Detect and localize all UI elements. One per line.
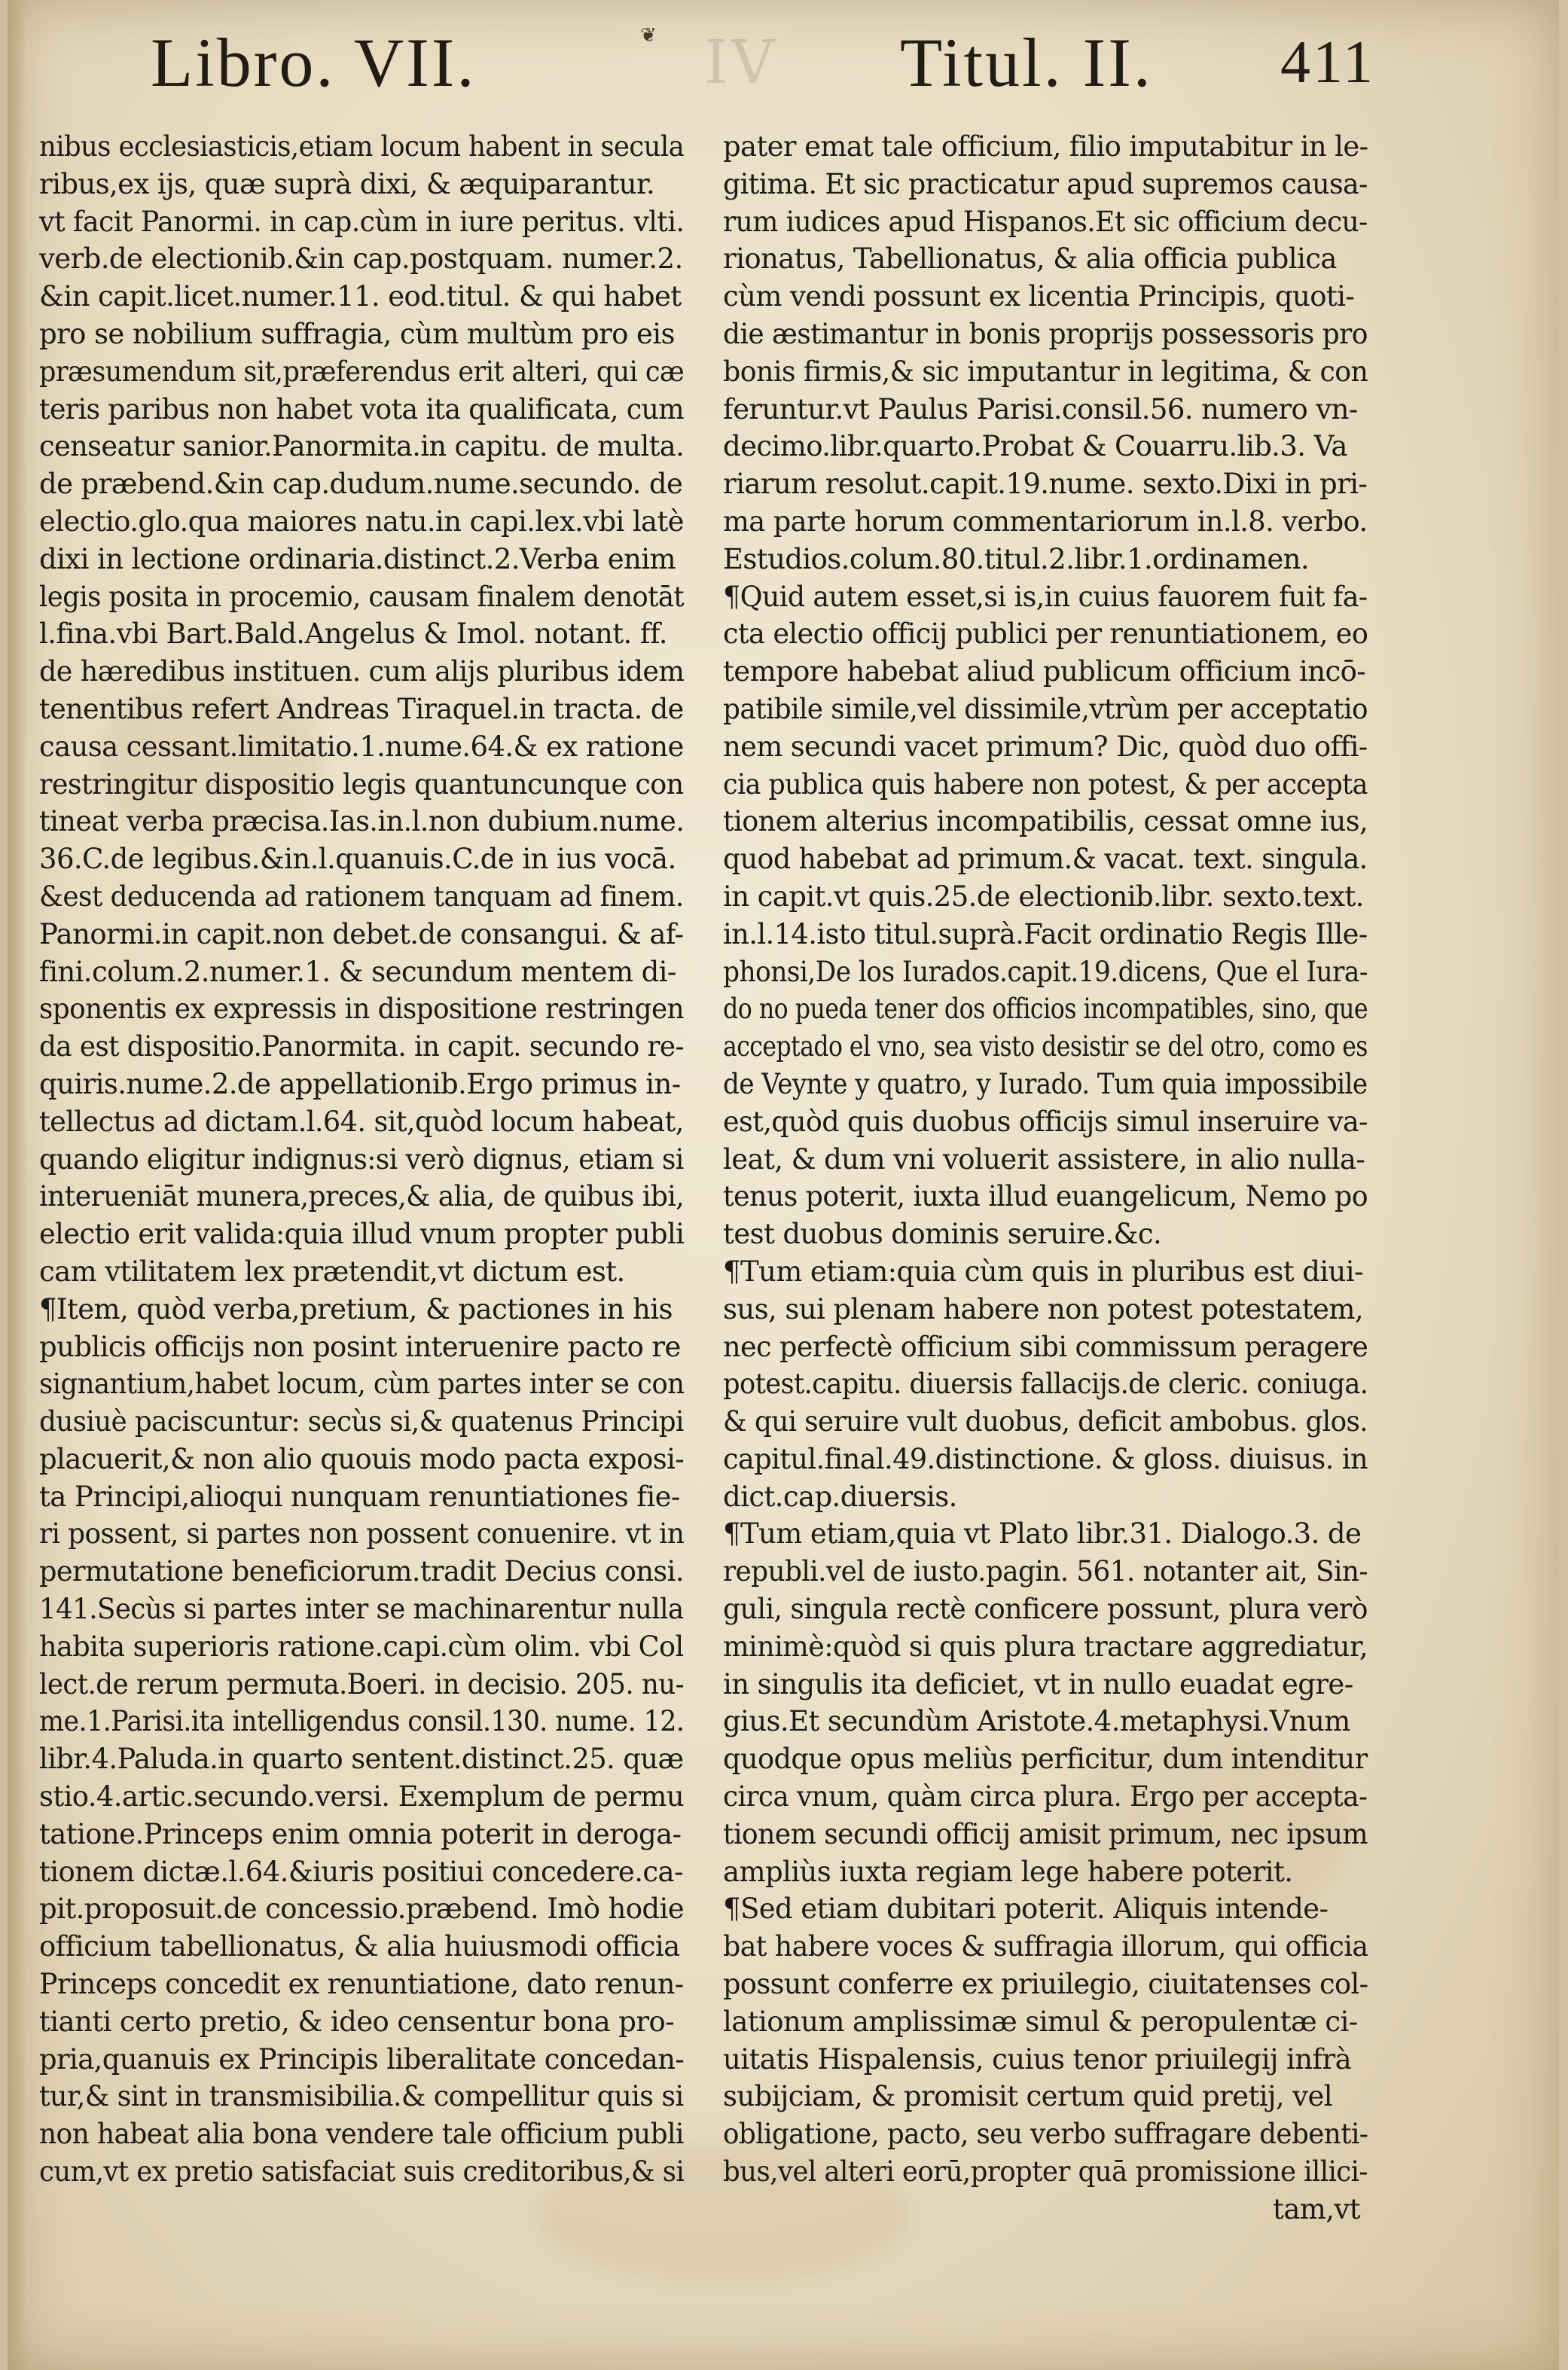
book-number-heading: Libro. VII. — [151, 24, 477, 101]
text-line: pater emat tale officium, filio imputabitur in le- — [723, 130, 1368, 163]
text-line: subijciam, & promisit certum quid pretij, vel — [723, 2080, 1332, 2113]
text-line: cia publica quis habere non potest, & per accepta — [723, 767, 1368, 801]
text-line: nec perfectè officium sibi commissum peragere — [723, 1330, 1368, 1363]
text-line: de hæredibus instituen. cum alijs pluribus idem — [39, 655, 685, 688]
text-line: signantium,habet locum, cùm partes inter se con — [39, 1368, 685, 1401]
text-line: fini.colum.2.numer.1. & secundum mentem di- — [39, 955, 676, 988]
text-line: teris paribus non habet vota ita qualificata, cum — [39, 392, 685, 426]
text-line: censeatur sanior.Panormita.in capitu. de multa. — [39, 430, 685, 463]
text-line: guli, singula rectè conficere possunt, plura verò — [723, 1593, 1368, 1626]
text-line: decimo.libr.quarto.Probat & Couarru.lib.3. Va — [723, 430, 1347, 463]
text-line: placuerit,& non alio quouis modo pacta exposi- — [39, 1442, 685, 1475]
text-line: da est dispositio.Panormita. in capit. secundo re- — [39, 1030, 685, 1063]
text-line: tianti certo pretio, & ideo censentur bona pro- — [39, 2005, 675, 2038]
text-line: dict.cap.diuersis. — [723, 1480, 957, 1513]
text-line: permutatione beneficiorum.tradit Decius consi. — [39, 1555, 684, 1588]
text-line: 141.Secùs si partes inter se machinarentur nulla — [39, 1593, 684, 1626]
text-line: non habeat alia bona vendere tale officium publi — [39, 2118, 684, 2151]
text-line: gitima. Et sic practicatur apud supremos causa- — [723, 167, 1368, 200]
text-line: Panormi.in capit.non debet.de consangui. & af- — [39, 917, 684, 950]
running-header — [8, 23, 1559, 113]
text-line: causa cessant.limitatio.1.nume.64.& ex ratione — [39, 730, 684, 763]
text-line: tam,vt — [1273, 2192, 1360, 2225]
text-line: uitatis Hispalensis, cuius tenor priuilegij infrà — [723, 2042, 1352, 2076]
text-line: in singulis ita deficiet, vt in nullo euadat egre- — [723, 1667, 1353, 1700]
text-line: stio.4.artic.secundo.versi. Exemplum de permu — [39, 1780, 685, 1813]
right-text-column — [723, 128, 1368, 2228]
text-line: rum iudices apud Hispanos.Et sic officium decu- — [723, 205, 1368, 238]
text-line: vt facit Panormi. in cap.cùm in iure peritus. vlti. — [39, 205, 685, 238]
text-line: phonsi,De los Iurados.capit.19.dicens, Que el Iura- — [723, 955, 1368, 988]
text-line: verb.de electionib.&in cap.postquam. numer.2. — [39, 242, 683, 276]
text-line: ma parte horum commentariorum in.l.8. verbo. — [723, 505, 1368, 538]
text-line: libr.4.Paluda.in quarto sentent.distinct.25. quæ — [39, 1743, 684, 1776]
text-line: est,quòd quis duobus officijs simul inseruire va- — [723, 1105, 1368, 1138]
page-edge-shadow — [8, 0, 27, 2370]
printer-ornament: ❦ — [640, 24, 657, 47]
left-text-column — [39, 128, 684, 2191]
text-line: tionem secundi officij amisit primum, nec ipsum — [723, 1817, 1368, 1850]
text-line: præsumendum sit,præferendus erit alteri, qui cæ — [39, 355, 685, 388]
text-line: cùm vendi possunt ex licentia Principis, quoti- — [723, 280, 1355, 313]
text-line: capitul.final.49.distinctione. & gloss. diuisus. in — [723, 1442, 1368, 1475]
text-line: in capit.vt quis.25.de electionib.libr. sexto.text. — [723, 880, 1364, 913]
text-line: dusiuè paciscuntur: secùs si,& quatenus Principi — [39, 1405, 684, 1438]
text-line: ¶Sed etiam dubitari poterit. Aliquis intende- — [723, 1893, 1329, 1926]
text-line: ¶Item, quòd verba,pretium, & pactiones in his — [39, 1292, 673, 1325]
text-line: nibus ecclesiasticis,etiam locum habent in secula — [39, 130, 685, 163]
text-line: ¶Tum etiam,quia vt Plato libr.31. Dialogo.3. de — [723, 1517, 1362, 1551]
text-line: ri possent, si partes non possent conuenire. vt in — [39, 1517, 685, 1551]
text-line: die æstimantur in bonis proprijs possessoris pro — [723, 317, 1368, 350]
page-number: 411 — [1280, 29, 1376, 96]
text-line: legis posita in procemio, causam finalem denotāt — [39, 580, 685, 613]
text-line: pit.proposuit.de concessio.præbend. Imò hodie — [39, 1893, 685, 1926]
text-line: ¶Quid autem esset,si is,in cuius fauorem fuit fa- — [723, 580, 1368, 613]
text-line: &in capit.licet.numer.11. eod.titul. & qui habet — [39, 280, 682, 313]
text-line: ribus,ex ijs, quæ suprà dixi, & æquiparantur. — [39, 167, 655, 200]
text-line: cam vtilitatem lex prætendit,vt dictum est. — [39, 1255, 625, 1288]
text-line: & qui seruire vult duobus, deficit ambobus. glos. — [723, 1405, 1368, 1438]
text-line: do no pueda tener dos officios incompatibles, sino, que — [723, 993, 1368, 1026]
text-line: rionatus, Tabellionatus, & alia officia publica — [723, 242, 1337, 276]
text-line: nem secundi vacet primum? Dic, quòd duo offi- — [723, 730, 1368, 763]
text-line: feruntur.vt Paulus Parisi.consil.56. numero vn- — [723, 392, 1358, 426]
text-line: tionem alterius incompatibilis, cessat omne ius, — [723, 805, 1368, 838]
text-line: Princeps concedit ex renuntiatione, dato renun- — [39, 1968, 684, 2001]
text-line: tatione.Princeps enim omnia poterit in deroga- — [39, 1817, 682, 1850]
text-line: ¶Tum etiam:quia cùm quis in pluribus est diui- — [723, 1255, 1363, 1288]
text-line: pro se nobilium suffragia, cùm multùm pro eis — [39, 317, 675, 350]
text-line: me.1.Parisi.ita intelligendus consil.130. nume. 12. — [39, 1705, 685, 1738]
show-through-text: IV — [704, 27, 778, 97]
text-line: publicis officijs non posint interuenire pacto re — [39, 1330, 681, 1363]
book-page — [8, 0, 1559, 2370]
text-line: sponentis ex expressis in dispositione restringen — [39, 993, 685, 1026]
text-line: tionem dictæ.l.64.&iuris positiui concedere.ca- — [39, 1855, 683, 1888]
text-line: dixi in lectione ordinaria.distinct.2.Verba enim — [39, 542, 676, 575]
text-line: riarum resolut.capit.19.nume. sexto.Dixi in pri- — [723, 468, 1368, 501]
text-line: republi.vel de iusto.pagin. 561. notanter ait, Sin- — [723, 1555, 1368, 1588]
text-line: &est deducenda ad rationem tanquam ad finem. — [39, 880, 684, 913]
text-line: electio erit valida:quia illud vnum propter publi — [39, 1218, 685, 1251]
text-line: ampliùs iuxta regiam lege habere poterit. — [723, 1855, 1293, 1888]
text-line: tellectus ad dictam.l.64. sit,quòd locum habeat, — [39, 1105, 684, 1138]
text-line: 36.C.de legibus.&in.l.quanuis.C.de in ius vocā. — [39, 843, 676, 876]
text-line: quod habebat ad primum.& vacat. text. singula. — [723, 843, 1368, 876]
text-line: sus, sui plenam habere non potest potestatem, — [723, 1292, 1363, 1325]
text-line: quiris.nume.2.de appellationib.Ergo primus in- — [39, 1067, 681, 1100]
text-line: bat habere voces & suffragia illorum, qui officia — [723, 1930, 1368, 1963]
text-line: habita superioris ratione.capi.cùm olim. vbi Col — [39, 1630, 684, 1663]
text-line: l.fina.vbi Bart.Bald.Angelus & Imol. notant. ff. — [39, 618, 667, 651]
text-line: possunt conferre ex priuilegio, ciuitatenses col- — [723, 1968, 1368, 2001]
text-line: tenus poterit, iuxta illud euangelicum, Nemo po — [723, 1180, 1368, 1213]
text-line: leat, & dum vni voluerit assistere, in alio nulla- — [723, 1142, 1365, 1176]
text-line: bus,vel alteri eorū,propter quā promissione illici- — [723, 2155, 1368, 2189]
text-line: ta Principi,alioqui nunquam renuntiationes fie- — [39, 1480, 680, 1513]
text-line: cta electio officij publici per renuntiationem, eo — [723, 618, 1368, 651]
text-line: quodque opus meliùs perficitur, dum intenditur — [723, 1743, 1368, 1776]
text-line: Estudios.colum.80.titul.2.libr.1.ordinamen. — [723, 542, 1310, 575]
text-line: circa vnum, quàm circa plura. Ergo per accepta- — [723, 1780, 1368, 1813]
text-line: obligatione, pacto, seu verbo suffragare debenti- — [723, 2118, 1368, 2151]
text-line: quando eligitur indignus:si verò dignus, etiam si — [39, 1142, 684, 1176]
text-line: tineat verba præcisa.Ias.in.l.non dubium.nume. — [39, 805, 685, 838]
text-line: bonis firmis,& sic imputantur in legitima, & con — [723, 355, 1368, 388]
text-line: pria,quanuis ex Principis liberalitate concedan- — [39, 2042, 685, 2076]
text-line: officium tabellionatus, & alia huiusmodi officia — [39, 1930, 680, 1963]
text-line: restringitur dispositio legis quantuncunque con — [39, 767, 684, 801]
text-line: potest.capitu. diuersis fallacijs.de cleric. coniuga. — [723, 1368, 1368, 1401]
text-line: tempore habebat aliud publicum officium incō- — [723, 655, 1366, 688]
text-line: lect.de rerum permuta.Boeri. in decisio. 205. nu- — [39, 1667, 685, 1700]
text-line: electio.glo.qua maiores natu.in capi.lex.vbi latè — [39, 505, 684, 538]
text-line: in.l.14.isto titul.suprà.Facit ordinatio Regis Ille- — [723, 917, 1368, 950]
text-line: minimè:quòd si quis plura tractare aggrediatur, — [723, 1630, 1368, 1663]
text-line: test duobus dominis seruire.&c. — [723, 1218, 1162, 1251]
text-line: tur,& sint in transmisibilia.& compellitur quis si — [39, 2080, 684, 2113]
text-line: de Veynte y quatro, y Iurado. Tum quia impossibile — [723, 1067, 1368, 1100]
text-line: de præbend.&in cap.dudum.nume.secundo. de — [39, 468, 683, 501]
text-line: patibile simile,vel dissimile,vtrùm per acceptatio — [723, 692, 1368, 725]
text-line: cum,vt ex pretio satisfaciat suis creditoribus,& si — [39, 2155, 685, 2189]
text-line: interueniāt munera,preces,& alia, de quibus ibi, — [39, 1180, 685, 1213]
text-line: tenentibus refert Andreas Tiraquel.in tracta. de — [39, 692, 684, 725]
text-line: gius.Et secundùm Aristote.4.metaphysi.Vnum — [723, 1705, 1350, 1738]
text-line: acceptado el vno, sea visto desistir se del otro, como es — [723, 1030, 1368, 1063]
title-number-heading: Titul. II. — [900, 24, 1153, 101]
text-line: lationum amplissimæ simul & peropulentæ ci- — [723, 2005, 1358, 2038]
